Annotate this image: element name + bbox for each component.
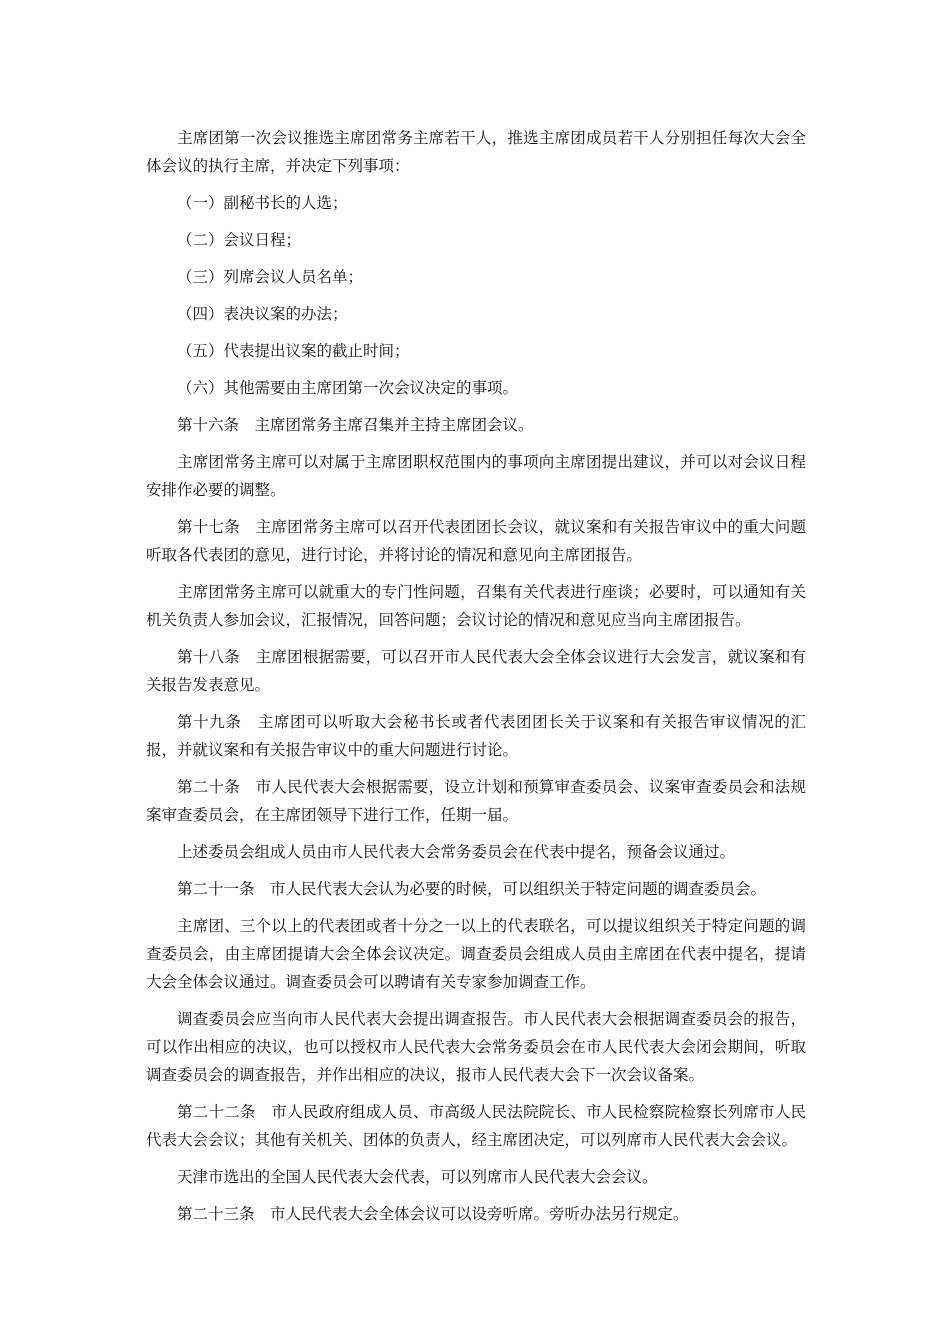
paragraph: 主席团第一次会议推选主席团常务主席若干人，推选主席团成员若干人分别担任每次大会全体会议的执行主席，并决定下列事项：	[146, 129, 806, 175]
paragraph: 主席团常务主席可以对属于主席团职权范围内的事项向主席团提出建议，并可以对会议日程安排作必要的调整。	[146, 453, 806, 499]
paragraph: 主席团常务主席可以就重大的专门性问题，召集有关代表进行座谈；必要时，可以通知有关机关负责人参加会议，汇报情况，回答问题；会议讨论的情况和意见应当向主席团报告。	[146, 583, 806, 629]
paragraph: 上述委员会组成人员由市人民代表大会常务委员会在代表中提名，预备会议通过。	[177, 843, 736, 861]
list-item: （五）代表提出议案的截止时间；	[177, 342, 410, 360]
list-item: （三）列席会议人员名单；	[177, 268, 364, 286]
article-22: 第二十二条 市人民政府组成人员、市高级人民法院院长、市人民检察院检察长列席市人民代表大会会议；其他有关机关、团体的负责人，经主席团决定，可以列席市人民代表大会会议。	[146, 1103, 806, 1149]
list-item: （六）其他需要由主席团第一次会议决定的事项。	[177, 379, 519, 397]
paragraph: 天津市选出的全国人民代表大会代表，可以列席市人民代表大会会议。	[177, 1168, 658, 1186]
article-20: 第二十条 市人民代表大会根据需要，设立计划和预算审查委员会、议案审查委员会和法规案审查委员会，在主席团领导下进行工作，任期一届。	[146, 778, 806, 824]
article-16: 第十六条 主席团常务主席召集并主持主席团会议。	[177, 416, 534, 434]
list-item: （一）副秘书长的人选；	[177, 194, 348, 212]
paragraph: 主席团、三个以上的代表团或者十分之一以上的代表联名，可以提议组织关于特定问题的调查委员会，由主席团提请大会全体会议决定。调查委员会组成人员由主席团在代表中提名，提请大会全体会议通过。调查委员会可以聘请有关专家参加调查工作。	[146, 917, 806, 991]
article-23: 第二十三条 市人民代表大会全体会议可以设旁听席。旁听办法另行规定。	[177, 1205, 689, 1223]
article-18: 第十八条 主席团根据需要，可以召开市人民代表大会全体会议进行大会发言，就议案和有关报告发表意见。	[146, 648, 806, 694]
paragraph: 调查委员会应当向市人民代表大会提出调查报告。市人民代表大会根据调查委员会的报告，可以作出相应的决议，也可以授权市人民代表大会常务委员会在市人民代表大会闭会期间，听取调查委员会的调查报告，并作出相应的决议，报市人民代表大会下一次会议备案。	[146, 1010, 806, 1084]
article-21: 第二十一条 市人民代表大会认为必要的时候，可以组织关于特定问题的调查委员会。	[177, 880, 767, 898]
list-item: （四）表决议案的办法；	[177, 305, 348, 323]
list-item: （二）会议日程；	[177, 231, 302, 249]
article-19: 第十九条 主席团可以听取大会秘书长或者代表团团长关于议案和有关报告审议情况的汇报，并就议案和有关报告审议中的重大问题进行讨论。	[146, 713, 806, 759]
article-17: 第十七条 主席团常务主席可以召开代表团团长会议，就议案和有关报告审议中的重大问题听取各代表团的意见，进行讨论，并将讨论的情况和意见向主席团报告。	[146, 518, 806, 564]
document-body	[146, 124, 806, 1237]
